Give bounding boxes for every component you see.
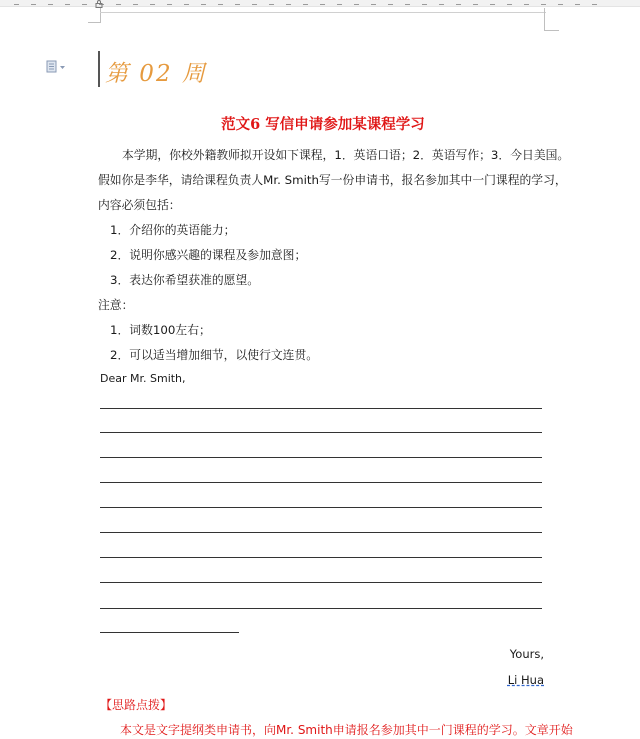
list-item: 2．说明你感兴趣的课程及参加意图； xyxy=(110,248,307,262)
note-item: 2．可以适当增加细节，以使行文连贯。 xyxy=(110,348,319,362)
writing-line-short xyxy=(100,632,239,633)
writing-line xyxy=(100,507,542,508)
page-corner-mark-left xyxy=(88,8,101,23)
writing-line xyxy=(100,582,542,583)
writing-line xyxy=(100,432,542,433)
prompt-line-3: 内容必须包括： xyxy=(98,198,181,212)
salutation: Dear Mr. Smith, xyxy=(100,372,186,385)
writing-line xyxy=(100,457,542,458)
page-top-edge xyxy=(100,12,546,13)
list-item: 3．表达你希望获准的愿望。 xyxy=(110,273,260,287)
essay-title: 范文6 写信申请参加某课程学习 xyxy=(221,116,425,133)
document-menu-icon[interactable] xyxy=(46,60,68,74)
week-bar xyxy=(98,51,100,87)
writing-line xyxy=(100,408,542,409)
writing-line xyxy=(100,608,542,609)
page-corner-mark-right xyxy=(544,8,559,31)
prompt-line-2: 假如你是李华，请给课程负责人Mr. Smith写一份申请书，报名参加其中一门课程的学习， xyxy=(98,173,567,187)
tips-heading: 【思路点拨】 xyxy=(100,698,173,712)
lock-icon xyxy=(95,0,103,8)
tips-text: 本文是文字提纲类申请书，向Mr. Smith申请报名参加其中一门课程的学习。文章开始 xyxy=(120,723,573,737)
writing-line xyxy=(100,532,542,533)
week-title: 第 02 周 xyxy=(105,61,207,87)
closing: Yours, xyxy=(509,647,544,661)
signature: Li Hua xyxy=(507,673,544,687)
writing-line xyxy=(100,557,542,558)
prompt-line-1: 本学期，你校外籍教师拟开设如下课程，1．英语口语；2．英语写作；3．今日美国。 xyxy=(122,148,570,162)
list-item: 1．介绍你的英语能力； xyxy=(110,223,236,237)
note-item: 1．词数100左右； xyxy=(110,323,211,337)
writing-line xyxy=(100,482,542,483)
note-label: 注意： xyxy=(98,298,134,312)
